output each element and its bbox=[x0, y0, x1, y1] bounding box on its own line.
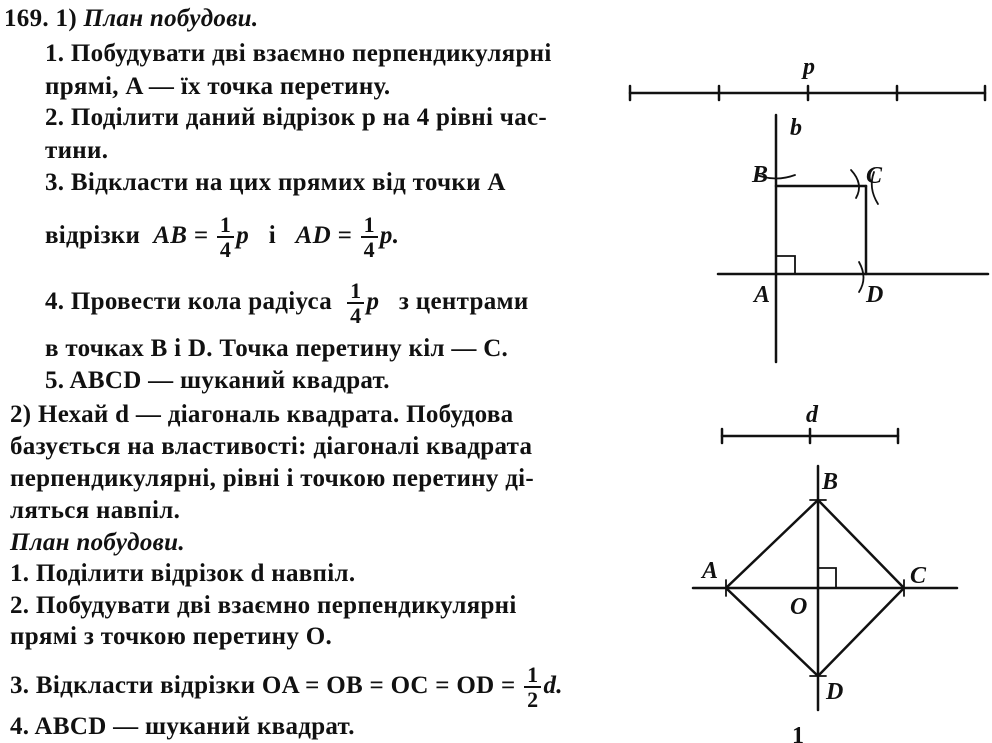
step3-prefix: відрізки bbox=[45, 222, 141, 249]
arc-c-1 bbox=[851, 170, 859, 198]
step4-prefix: 4. Провести кола радіуса bbox=[45, 288, 333, 315]
label-d: d bbox=[806, 402, 818, 428]
step3-ab: AB = bbox=[153, 222, 209, 249]
part1-step2-line1: 2. Поділити даний відрізок p на 4 рівні час- bbox=[45, 104, 548, 131]
step3-conj: і bbox=[268, 222, 276, 249]
part1-step5: 5. ABCD — шуканий квадрат. bbox=[45, 367, 390, 394]
part1-step2-line2: тини. bbox=[45, 137, 109, 164]
part1-step3-line1: 3. Відкласти на цих прямих від точки A bbox=[45, 169, 506, 196]
segment-d bbox=[722, 429, 898, 443]
part2-step2-line2: прямі з точкою перетину O. bbox=[10, 623, 333, 650]
frac-den: 2 bbox=[527, 687, 539, 713]
problem-number: 169. bbox=[4, 5, 49, 32]
part2-intro-line2: базується на властивості: діагоналі квадрата bbox=[10, 433, 533, 460]
page-mark: 1 bbox=[792, 723, 804, 743]
part1-step4-line2: в точках B і D. Точка перетину кіл — C. bbox=[45, 335, 509, 362]
part1-step1-line2: прямі, A — їх точка перетину. bbox=[45, 73, 391, 100]
part2-step4: 4. ABCD — шуканий квадрат. bbox=[10, 713, 355, 740]
label-point-b1: B bbox=[752, 162, 769, 188]
frac-num: 1 bbox=[217, 213, 234, 238]
step4-suffix: з центрами bbox=[398, 288, 529, 315]
frac-var: p bbox=[236, 222, 250, 249]
part2-step3-end: d. bbox=[543, 672, 563, 699]
part1-marker: 1) bbox=[55, 5, 77, 32]
right-angle-mark-2 bbox=[818, 568, 836, 588]
label-point-a2: A bbox=[702, 558, 719, 584]
part2-intro-line1: 2) Нехай d — діагональ квадрата. Побудова bbox=[10, 401, 514, 428]
step3-ad: AD = bbox=[295, 222, 353, 249]
part2-intro-line3: перпендикулярні, рівні і точкою перетину ді- bbox=[10, 465, 535, 492]
label-point-c2: C bbox=[910, 563, 927, 589]
arc-at-d bbox=[859, 262, 864, 292]
label-point-a1: A bbox=[754, 282, 771, 308]
label-point-o: O bbox=[790, 594, 808, 620]
label-point-d2: D bbox=[826, 679, 844, 705]
label-point-d1: D bbox=[866, 282, 884, 308]
label-point-c1: C bbox=[866, 163, 883, 189]
label-p: p bbox=[803, 54, 815, 80]
part2-intro-line4: ляться навпіл. bbox=[10, 497, 181, 524]
part2-heading: План побудови. bbox=[10, 529, 185, 556]
part2-step2-line1: 2. Побудувати дві взаємно перпендикулярні bbox=[10, 592, 517, 619]
frac-num: 1 bbox=[524, 663, 541, 688]
part2-step1: 1. Поділити відрізок d навпіл. bbox=[10, 560, 356, 587]
frac-var: p bbox=[366, 288, 380, 315]
part1-heading: План побудови. bbox=[83, 5, 259, 32]
label-point-b2: B bbox=[822, 469, 839, 495]
label-b-line: b bbox=[790, 115, 802, 141]
frac-den: 4 bbox=[350, 303, 362, 329]
step3-end: p. bbox=[379, 222, 400, 249]
frac-num: 1 bbox=[347, 279, 364, 304]
frac-den: 4 bbox=[219, 237, 232, 263]
part1-step1-line1: 1. Побудувати дві взаємно перпендикулярні bbox=[45, 40, 552, 67]
right-angle-mark-1 bbox=[776, 256, 795, 274]
frac-den: 4 bbox=[363, 237, 375, 263]
segment-p bbox=[630, 86, 985, 100]
frac-num: 1 bbox=[361, 213, 378, 238]
part2-step3-prefix: 3. Відкласти відрізки OA = OB = OC = OD = bbox=[10, 672, 516, 699]
